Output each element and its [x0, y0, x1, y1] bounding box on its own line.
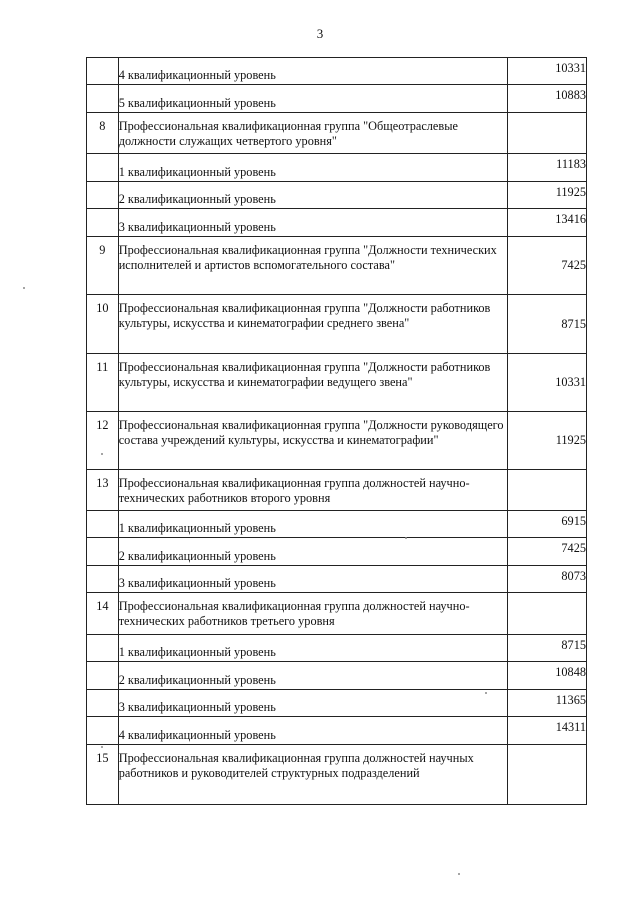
table-row: [87, 635, 587, 662]
table-row: [87, 354, 587, 412]
row-name: Профессиональная квалификационная группа "Должности работников культуры, искусства и кинематографии ведущего звена": [118, 354, 508, 412]
row-value: 11925: [508, 412, 587, 470]
row-value: 6915: [508, 511, 587, 538]
table-row: [87, 58, 587, 85]
table-row: [87, 209, 587, 237]
row-number: [87, 635, 119, 662]
scan-speck: [101, 453, 103, 455]
row-number: 14: [87, 593, 119, 635]
row-value: 13416: [508, 209, 587, 237]
row-name: 1 квалификационный уровень: [118, 154, 508, 182]
table-row: [87, 412, 587, 470]
row-name: Профессиональная квалификационная группа должностей научно-технических работников третьего уровня: [118, 593, 508, 635]
row-name: 3 квалификационный уровень: [118, 209, 508, 237]
table-row: [87, 182, 587, 209]
row-name: Профессиональная квалификационная группа должностей научных работников и руководителей структурных подразделений: [118, 745, 508, 805]
row-value: 7425: [508, 538, 587, 566]
table-row: [87, 593, 587, 635]
table-row: [87, 511, 587, 538]
row-value: 7425: [508, 237, 587, 295]
table-row: [87, 690, 587, 717]
row-number: [87, 690, 119, 717]
row-number: 10: [87, 295, 119, 354]
row-value: 11365: [508, 690, 587, 717]
table-row: [87, 470, 587, 511]
row-number: 13: [87, 470, 119, 511]
row-number: [87, 662, 119, 690]
row-value: 14311: [508, 717, 587, 745]
row-name: 3 квалификационный уровень: [118, 690, 508, 717]
row-name: Профессиональная квалификационная группа "Должности руководящего состава учреждений культуры, искусства и кинематографии": [118, 412, 508, 470]
row-value: [508, 745, 587, 805]
scan-speck: [458, 873, 460, 875]
row-value: [508, 593, 587, 635]
row-value: 8073: [508, 566, 587, 593]
table-row: [87, 538, 587, 566]
table-row: [87, 662, 587, 690]
row-name: Профессиональная квалификационная группа "Должности технических исполнителей и артистов вспомогательного состава": [118, 237, 508, 295]
row-name: 4 квалификационный уровень: [118, 717, 508, 745]
table-row: [87, 745, 587, 805]
row-value: 11183: [508, 154, 587, 182]
row-value: 10883: [508, 85, 587, 113]
salary-table: [86, 57, 587, 805]
row-number: 15: [87, 745, 119, 805]
row-name: Профессиональная квалификационная группа "Должности работников культуры, искусства и кинематографии среднего звена": [118, 295, 508, 354]
row-number: [87, 182, 119, 209]
row-value: [508, 113, 587, 154]
row-value: 11925: [508, 182, 587, 209]
row-name: 1 квалификационный уровень: [118, 635, 508, 662]
table-row: [87, 566, 587, 593]
table-row: [87, 113, 587, 154]
row-name: Профессиональная квалификационная группа должностей научно-технических работников второго уровня: [118, 470, 508, 511]
row-number: [87, 566, 119, 593]
scan-speck: [23, 287, 25, 289]
row-value: [508, 470, 587, 511]
salary-table-body: [87, 58, 587, 805]
row-value: 8715: [508, 295, 587, 354]
row-number: 8: [87, 113, 119, 154]
table-row: [87, 295, 587, 354]
scan-speck: [485, 692, 487, 694]
row-value: 10848: [508, 662, 587, 690]
row-value: 10331: [508, 58, 587, 85]
row-name: 3 квалификационный уровень: [118, 566, 508, 593]
row-value: 10331: [508, 354, 587, 412]
row-number: 12: [87, 412, 119, 470]
row-name: 4 квалификационный уровень: [118, 58, 508, 85]
table-row: [87, 85, 587, 113]
row-number: [87, 85, 119, 113]
row-name: 5 квалификационный уровень: [118, 85, 508, 113]
row-name: 2 квалификационный уровень: [118, 662, 508, 690]
page-number: 3: [316, 26, 324, 41]
row-number: 11: [87, 354, 119, 412]
row-name: 2 квалификационный уровень: [118, 182, 508, 209]
row-number: 9: [87, 237, 119, 295]
row-number: [87, 538, 119, 566]
row-number: [87, 209, 119, 237]
scan-speck: [405, 537, 407, 539]
row-number: [87, 154, 119, 182]
row-number: [87, 511, 119, 538]
row-value: 8715: [508, 635, 587, 662]
table-row: [87, 717, 587, 745]
row-name: Профессиональная квалификационная группа "Общеотраслевые должности служащих четвертого уровня": [118, 113, 508, 154]
table-row: [87, 154, 587, 182]
scan-speck: [101, 746, 103, 748]
row-name: 2 квалификационный уровень: [118, 538, 508, 566]
row-number: [87, 58, 119, 85]
row-name: 1 квалификационный уровень: [118, 511, 508, 538]
row-number: [87, 717, 119, 745]
table-row: [87, 237, 587, 295]
